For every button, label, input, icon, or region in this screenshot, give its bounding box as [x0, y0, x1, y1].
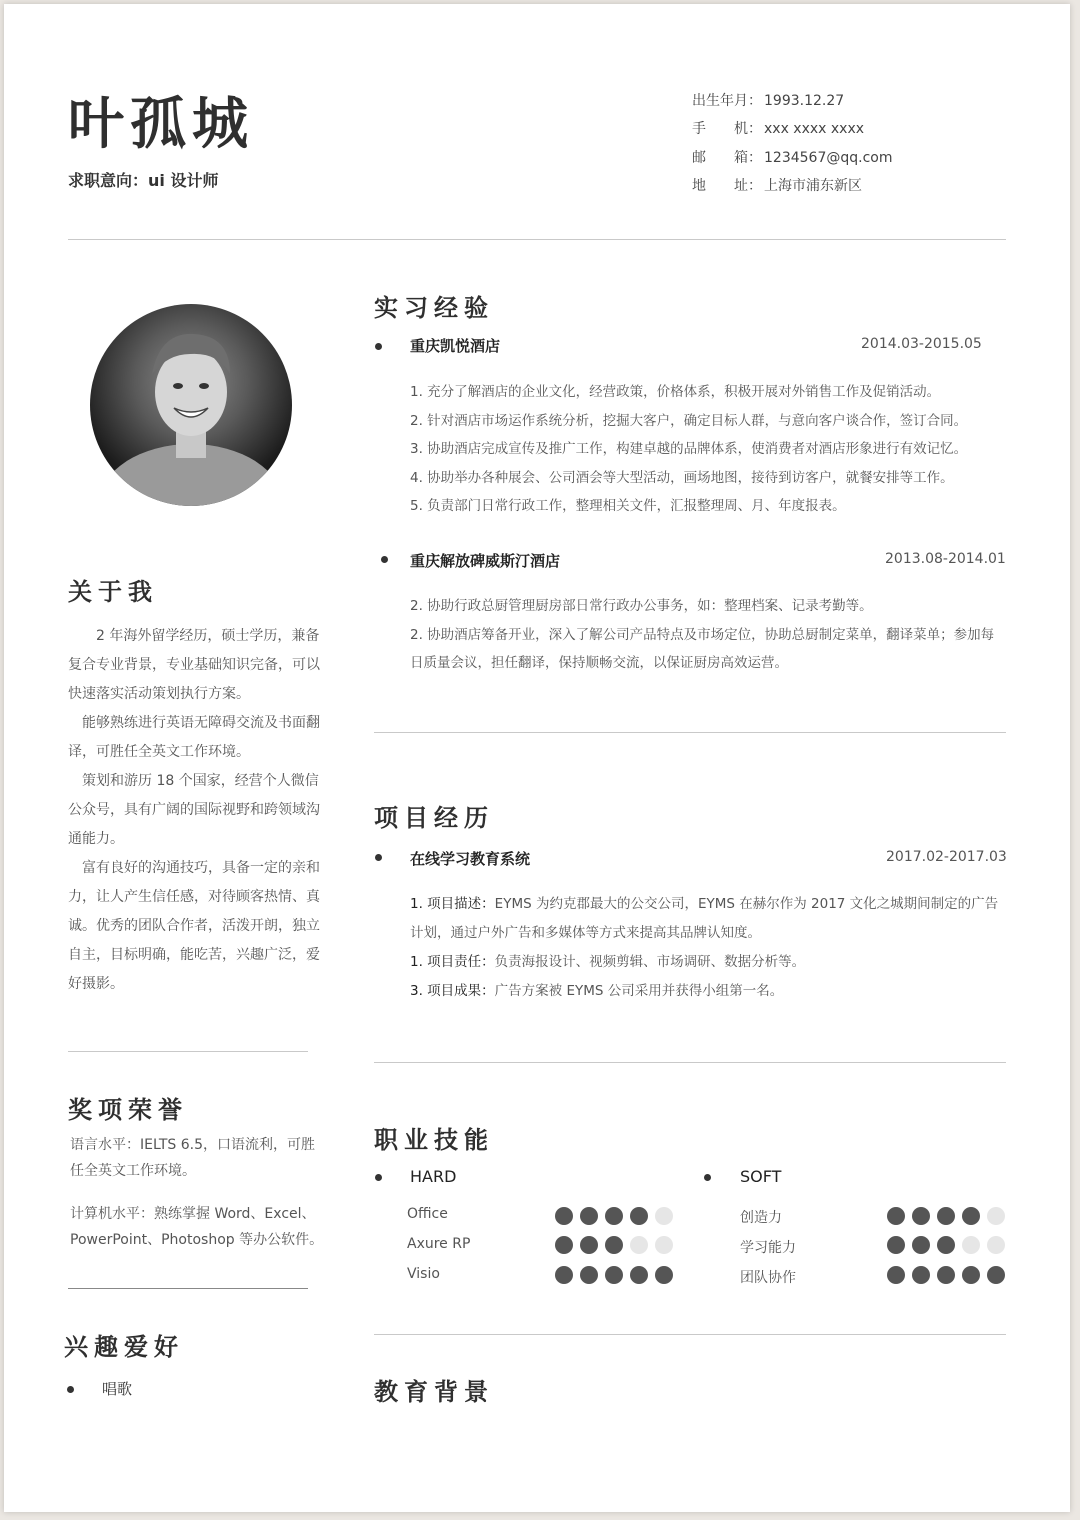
internship-title: 实习经验 — [374, 294, 494, 322]
rating-dot-filled — [962, 1266, 980, 1284]
info-label: 手 机： — [692, 121, 762, 137]
rating-dot-filled — [937, 1266, 955, 1284]
skill-rating — [887, 1236, 1005, 1254]
rating-dot-filled — [887, 1236, 905, 1254]
company-name: 重庆解放碑威斯汀酒店 — [410, 552, 561, 570]
bullet-icon — [375, 854, 382, 861]
about-paragraph: 策划和游历 18 个国家，经营个人微信公众号，具有广阔的国际视野和跨领域沟通能力。 — [68, 773, 320, 847]
job-line: 5. 负责部门日常行政工作，整理相关文件，汇报整理周、月、年度报表。 — [410, 498, 846, 514]
info-label: 地 址： — [692, 178, 762, 194]
about-text — [68, 622, 322, 999]
rating-dot-filled — [937, 1236, 955, 1254]
info-label: 出生年月： — [692, 93, 762, 109]
job-intent: 求职意向：ui 设计师 — [68, 171, 219, 190]
rating-dot-filled — [580, 1207, 598, 1225]
skill-rating — [887, 1266, 1005, 1284]
project-line-label: 1. 项目责任： — [410, 954, 495, 970]
info-label: 邮 箱： — [692, 150, 762, 166]
info-value: 上海市浦东新区 — [764, 178, 862, 194]
job-line: 2. 协助酒店筹备开业，深入了解公司产品特点及市场定位，协助总厨制定菜单，翻译菜单；参加每 — [410, 627, 995, 643]
rating-dot-filled — [630, 1207, 648, 1225]
resume-sheet — [4, 4, 1070, 1512]
skill-name: Visio — [407, 1266, 440, 1282]
internship-divider — [374, 732, 1006, 733]
rating-dot-filled — [605, 1266, 623, 1284]
rating-dot-filled — [962, 1207, 980, 1225]
project-line — [410, 979, 783, 999]
job-line: 1. 充分了解酒店的企业文化，经营政策，价格体系，积极开展对外销售工作及促销活动。 — [410, 384, 941, 400]
rating-dot-filled — [580, 1266, 598, 1284]
project-line — [410, 921, 761, 941]
job-line: 3. 协助酒店完成宣传及推广工作，构建卓越的品牌体系，使消费者对酒店形象进行有效记忆。 — [410, 441, 968, 457]
hobbies-title: 兴趣爱好 — [64, 1333, 184, 1361]
project-line-text: 广告方案被 EYMS 公司采用并获得小组第一名。 — [494, 983, 784, 999]
about-paragraph: 能够熟练进行英语无障碍交流及书面翻译，可胜任全英文工作环境。 — [68, 715, 320, 760]
bullet-icon — [704, 1174, 711, 1181]
skill-rating — [555, 1266, 673, 1284]
rating-dot-empty — [630, 1236, 648, 1254]
rating-dot-filled — [987, 1266, 1005, 1284]
job-date: 2014.03-2015.05 — [861, 336, 982, 352]
rating-dot-filled — [555, 1236, 573, 1254]
rating-dot-filled — [580, 1236, 598, 1254]
rating-dot-filled — [655, 1266, 673, 1284]
projects-title: 项目经历 — [374, 804, 494, 832]
job-line: 2. 针对酒店市场运作系统分析，挖掘大客户，确定目标人群，与意向客户谈合作，签订合同。 — [410, 413, 968, 429]
project-line-text: 负责海报设计、视频剪辑、市场调研、数据分析等。 — [494, 954, 806, 970]
rating-dot-empty — [987, 1236, 1005, 1254]
info-value: 1234567@qq.com — [764, 150, 893, 166]
info-address — [692, 175, 862, 195]
project-line-label: 1. 项目描述： — [410, 896, 495, 912]
bullet-icon — [67, 1386, 74, 1393]
award-item: 语言水平：IELTS 6.5，口语流利，可胜任全英文工作环境。 — [70, 1137, 315, 1179]
bullet-icon — [375, 343, 382, 350]
rating-dot-empty — [987, 1207, 1005, 1225]
skills-title: 职业技能 — [374, 1126, 494, 1154]
hobby-item: 唱歌 — [102, 1380, 133, 1398]
info-email — [692, 147, 892, 167]
awards-divider — [68, 1288, 308, 1289]
about-title: 关于我 — [68, 578, 158, 606]
job-line: 日质量会议，担任翻译，保持顺畅交流，以保证厨房高效运营。 — [410, 655, 788, 671]
rating-dot-filled — [912, 1236, 930, 1254]
project-line-text: EYMS 为约克郡最大的公交公司，EYMS 在赫尔作为 2017 文化之城期间制定的广告 — [494, 896, 999, 912]
project-line — [410, 950, 805, 970]
project-line-text: 计划，通过户外广告和多媒体等方式来提高其品牌认知度。 — [410, 925, 761, 941]
skill-rating — [555, 1236, 673, 1254]
rating-dot-filled — [555, 1207, 573, 1225]
job-date: 2013.08-2014.01 — [885, 551, 1006, 567]
about-paragraph: 2 年海外留学经历，硕士学历，兼备复合专业背景，专业基础知识完备，可以快速落实活动策划执行方案。 — [68, 628, 320, 702]
project-line-label: 3. 项目成果： — [410, 983, 495, 999]
info-phone — [692, 118, 864, 138]
info-value: 1993.12.27 — [764, 93, 845, 109]
skill-name: 创造力 — [740, 1210, 782, 1226]
rating-dot-empty — [655, 1207, 673, 1225]
skill-group-hard: HARD — [410, 1167, 457, 1186]
rating-dot-filled — [555, 1266, 573, 1284]
rating-dot-filled — [605, 1207, 623, 1225]
project-name: 在线学习教育系统 — [410, 850, 531, 868]
rating-dot-filled — [630, 1266, 648, 1284]
rating-dot-filled — [937, 1207, 955, 1225]
skill-name: 学习能力 — [740, 1240, 796, 1256]
award-item: 计算机水平：熟练掌握 Word、Excel、PowerPoint、Photoshop 等办公软件。 — [70, 1206, 324, 1248]
project-line — [410, 892, 998, 912]
skill-rating — [887, 1207, 1005, 1225]
skills-divider — [374, 1334, 1006, 1335]
projects-divider — [374, 1062, 1006, 1063]
rating-dot-empty — [655, 1236, 673, 1254]
rating-dot-filled — [887, 1266, 905, 1284]
info-value: xxx xxxx xxxx — [764, 121, 865, 137]
skill-name: Office — [407, 1206, 448, 1222]
rating-dot-filled — [912, 1207, 930, 1225]
about-divider — [68, 1051, 308, 1052]
skill-name: 团队协作 — [740, 1270, 796, 1286]
company-name: 重庆凯悦酒店 — [410, 337, 501, 355]
skill-group-soft: SOFT — [740, 1167, 782, 1186]
header-divider — [68, 239, 1006, 240]
education-title: 教育背景 — [374, 1378, 494, 1406]
rating-dot-filled — [887, 1207, 905, 1225]
bullet-icon — [381, 556, 388, 563]
candidate-name: 叶孤城 — [68, 92, 254, 157]
rating-dot-empty — [962, 1236, 980, 1254]
info-birth — [692, 90, 844, 110]
project-date: 2017.02-2017.03 — [886, 849, 1007, 865]
rating-dot-filled — [912, 1266, 930, 1284]
skill-name: Axure RP — [407, 1236, 471, 1252]
rating-dot-filled — [605, 1236, 623, 1254]
job-line: 2. 协助行政总厨管理厨房部日常行政办公事务，如：整理档案、记录考勤等。 — [410, 598, 873, 614]
about-paragraph: 富有良好的沟通技巧，具备一定的亲和力，让人产生信任感，对待顾客热情、真诚。优秀的团队合作者，活泼开朗，独立自主，目标明确，能吃苦，兴趣广泛，爱好摄影。 — [68, 860, 320, 992]
bullet-icon — [375, 1174, 382, 1181]
portrait-icon — [90, 304, 292, 506]
job-line: 4. 协助举办各种展会、公司酒会等大型活动，画场地图，接待到访客户，就餐安排等工作。 — [410, 470, 954, 486]
skill-rating — [555, 1207, 673, 1225]
awards-title: 奖项荣誉 — [68, 1096, 188, 1124]
avatar-photo — [90, 304, 292, 506]
